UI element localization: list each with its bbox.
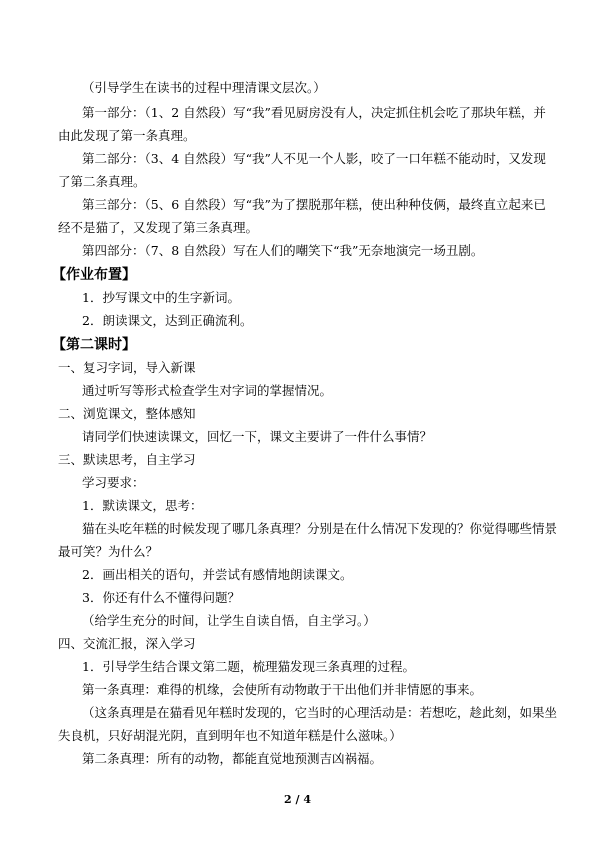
- text-line: 第二部分：（3、4 自然段）写“我”人不见一个人影，咬了一口年糕不能动时，又发现: [82, 151, 546, 166]
- text-line: 二、浏览课文，整体感知: [58, 406, 196, 421]
- text-line: 一、复习字词，导入新课: [58, 360, 196, 375]
- text-line: 2．画出相关的语句，并尝试有感情地朗读课文。: [82, 567, 353, 582]
- text-line: 三、默读思考，自主学习: [58, 452, 196, 467]
- text-line: 2．朗读课文，达到正确流利。: [82, 313, 253, 328]
- text-line: 第三部分：（5、6 自然段）写“我”为了摆脱那年糕，使出种种伎俩，最终直立起来已: [82, 197, 546, 212]
- text-line: 1．引导学生结合课文第二题，梳理猫发现三条真理的过程。: [82, 659, 415, 674]
- text-line: 学习要求：: [82, 475, 145, 490]
- section-heading: 【第二课时】: [52, 337, 136, 353]
- text-line: 经不是猫了，又发现了第三条真理。: [58, 220, 259, 235]
- text-line: （引导学生在读书的过程中理清课文层次。）: [82, 80, 326, 95]
- text-line: 最可笑？为什么？: [58, 544, 159, 559]
- section-heading: 【作业布置】: [52, 267, 136, 283]
- text-line: 第四部分：（7、8 自然段）写在人们的嘲笑下“我”无奈地演完一场丑剧。: [82, 243, 484, 258]
- text-line: 1．抄写课文中的生字新词。: [82, 290, 240, 305]
- text-line: 由此发现了第一条真理。: [58, 128, 196, 143]
- page-number: 2 / 4: [284, 793, 311, 806]
- text-line: 失良机，只好胡混光阴，直到明年也不知道年糕是什么滋味。）: [58, 728, 402, 743]
- text-line: 第一部分：（1、2 自然段）写“我”看见厨房没有人，决定抓住机会吃了那块年糕，并: [82, 105, 546, 120]
- text-line: 第一条真理：难得的机缘，会使所有动物敢于干出他们并非情愿的事来。: [82, 682, 483, 697]
- text-line: 请同学们快速读课文，回忆一下，课文主要讲了一件什么事情？: [82, 429, 433, 444]
- text-line: 第二条真理：所有的动物，都能直觉地预测吉凶祸福。: [82, 751, 383, 766]
- text-line: （给学生充分的时间，让学生自读自悟，自主学习。）: [82, 613, 376, 628]
- text-line: 1．默读课文，思考：: [82, 498, 203, 513]
- text-line: 通过听写等形式检查学生对字词的掌握情况。: [82, 383, 333, 398]
- text-line: 3．你还有什么不懂得问题？: [82, 590, 240, 605]
- text-line: 猫在头吃年糕的时候发现了哪几条真理？分别是在什么情况下发现的？你觉得哪些情景: [82, 521, 558, 536]
- text-line: （这条真理是在猫看见年糕时发现的，它当时的心理活动是：若想吃，趁此刻，如果坐: [82, 705, 558, 720]
- text-line: 四、交流汇报，深入学习: [58, 636, 196, 651]
- text-line: 了第二条真理。: [58, 174, 146, 189]
